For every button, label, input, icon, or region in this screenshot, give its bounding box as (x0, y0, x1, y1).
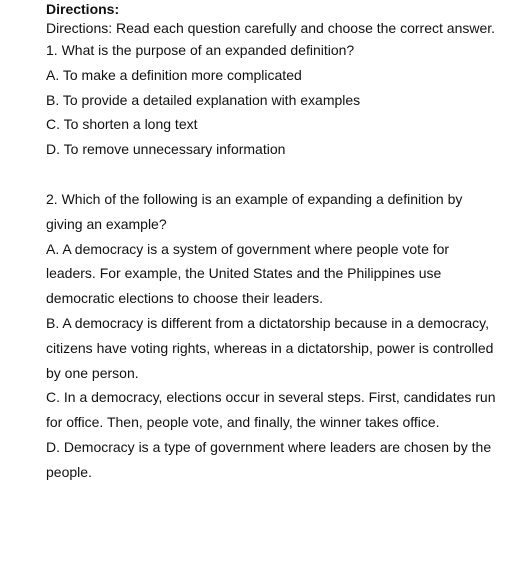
directions-text: Directions: Read each question carefully and choose the correct answer. (46, 20, 496, 36)
option-line: for office. Then, people vote, and finally, the winner takes office. (46, 414, 440, 431)
option-line: A. A democracy is a system of government where people vote for (46, 240, 450, 257)
question-1-option-a: A. To make a definition more complicated (46, 66, 302, 83)
option-line: leaders. For example, the United States and the Philippines use (46, 265, 442, 282)
question-2 (46, 187, 517, 485)
option-line: C. In a democracy, elections occur in several steps. First, candidates run (46, 389, 496, 406)
question-1-stem: 1. What is the purpose of an expanded definition? (46, 42, 355, 58)
question-2-option-d (46, 435, 517, 485)
option-line: citizens have voting rights, whereas in a dictatorship, power is controlled (46, 339, 494, 356)
option-line: people. (46, 463, 92, 480)
question-2-option-b (46, 311, 517, 385)
option-line: by one person. (46, 364, 139, 381)
question-1-option-b: B. To provide a detailed explanation with examples (46, 91, 361, 108)
question-2-option-a (46, 237, 517, 311)
question-spacer (46, 162, 517, 187)
question-1 (46, 38, 517, 162)
document-page (0, 1, 517, 562)
question-2-option-c (46, 385, 517, 435)
question-2-stem (46, 187, 517, 237)
option-line: B. A democracy is different from a dictatorship because in a democracy, (46, 314, 490, 331)
directions-heading: Directions: (46, 1, 120, 17)
question-2-stem-line: giving an example? (46, 215, 167, 232)
option-line: democratic elections to choose their leaders. (46, 290, 324, 307)
question-1-option-c: C. To shorten a long text (46, 116, 198, 133)
question-2-stem-line: 2. Which of the following is an example of expanding a definition by (46, 190, 463, 207)
option-line: D. Democracy is a type of government where leaders are chosen by the (46, 438, 492, 455)
question-1-option-d: D. To remove unnecessary information (46, 141, 286, 158)
